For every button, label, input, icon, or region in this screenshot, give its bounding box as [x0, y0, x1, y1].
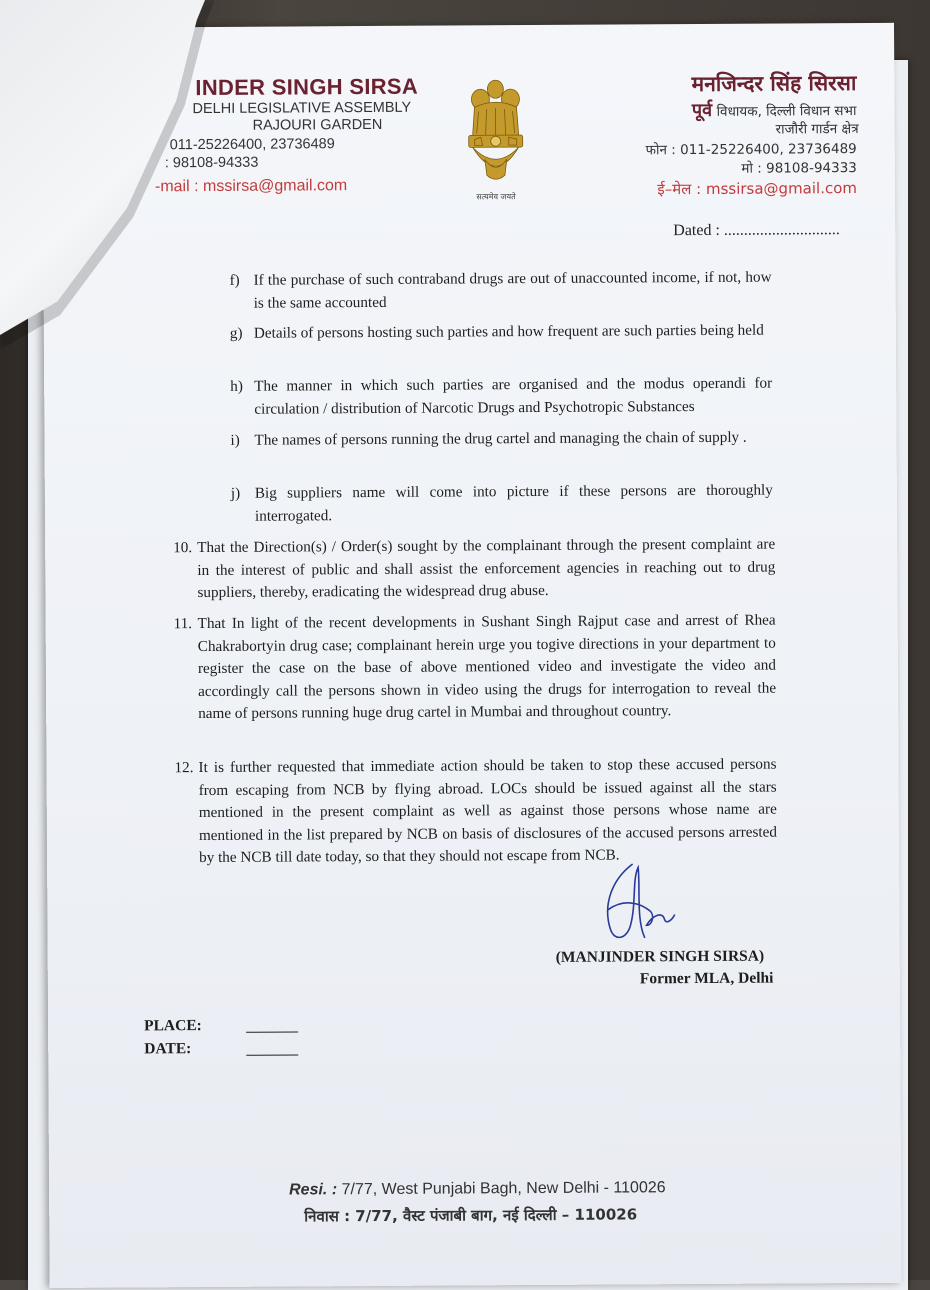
numbered-item — [173, 610, 777, 723]
date-label: DATE: — [144, 1040, 192, 1058]
footer-address-en — [289, 1179, 666, 1199]
list-item — [229, 320, 770, 342]
header-mobile-hi: मो : 98108-94333 — [741, 160, 857, 177]
item-number: 10. — [173, 539, 193, 557]
header-phone-hi: फोन : 011-25226400, 23736489 — [645, 141, 857, 159]
footer-resi-address: 7/77, West Punjabi Bagh, New Delhi - 110026 — [341, 1179, 666, 1199]
item-number: 11. — [173, 615, 193, 633]
header-constituency-en: RAJOURI GARDEN — [252, 116, 383, 134]
place-label: PLACE: — [144, 1017, 202, 1035]
item-label: i) — [230, 431, 240, 449]
item-text: Details of persons hosting such parties and how frequent are such parties being held — [253, 321, 764, 342]
header-designation-hi: विधायक, दिल्ली विधान सभा — [716, 103, 857, 120]
signature-icon — [592, 859, 683, 950]
item-text: The manner in which such parties are organised and the modus operandi for circulation / distribution of Narcotic Drugs and Psychotropic Substances — [254, 374, 773, 418]
header-right — [534, 69, 894, 199]
national-emblem — [460, 75, 531, 205]
dated-line: Dated : ............................. — [673, 221, 840, 240]
header-email-en: -mail : mssirsa@gmail.com — [154, 177, 348, 196]
former-mark: पूर्व — [691, 99, 713, 122]
header-name-hi: मनजिन्दर सिंह सिरसा — [691, 71, 857, 97]
item-text: Big suppliers name will come into picture if these persons are thoroughly interrogated. — [254, 481, 773, 525]
header-assembly-en: DELHI LEGISLATIVE ASSEMBLY — [192, 99, 412, 118]
item-label: h) — [230, 377, 243, 395]
header-email-hi: ई–मेल : mssirsa@gmail.com — [657, 179, 858, 199]
letter-page — [42, 23, 902, 1288]
footer-resi-label: Resi. : — [289, 1181, 338, 1199]
item-label: j) — [230, 484, 241, 502]
numbered-item — [173, 534, 776, 602]
list-item — [230, 480, 773, 525]
header-name-en: INDER SINGH SIRSA — [195, 73, 419, 101]
item-label: f) — [229, 271, 240, 289]
numbered-item — [174, 754, 777, 867]
emblem-motto: सत्यमेव जयते — [476, 192, 516, 202]
signatory-title: Former MLA, Delhi — [639, 969, 774, 988]
item-text: That In light of the recent developments in Sushant Singh Rajput case and arrest of Rhea Chakrabortyin drug case; complainant herein urge you togive directions in your department to register the case on the base of above mentioned video and investigate the video and accordingly call the persons shown in video using the drugs for interrogation to reveal the name of persons running huge drug cartel in Mumbai and throughout country. — [197, 611, 777, 723]
lion-capital-icon — [460, 75, 531, 191]
header-mobile-en: : 98108-94333 — [164, 154, 259, 172]
item-text: If the purchase of such contraband drugs are out of unaccounted income, if not, how is the same accounted — [253, 268, 772, 312]
item-text: That the Direction(s) / Order(s) sought by the complainant through the present complaint are in the interest of public and shall assist the enforcement agencies in reaching out to drug suppliers, thereby, eradicating the widespread drug abuse. — [197, 535, 776, 602]
list-item — [230, 427, 770, 449]
item-text: It is further requested that immediate action should be taken to stop these accused persons from escaping from NCB by flying abroad. LOCs should be issued against all the stars mentioned in the present complaint as well as against those persons whose name are mentioned in the list prepared by NCB on basis of disclosures of the accused persons arrested by the NCB till date today, so that they should not escape from NCB. — [198, 755, 777, 867]
header-constituency-hi: राजौरी गार्डन क्षेत्र — [775, 121, 859, 138]
footer-address-hi: निवास : 7/77, वैस्ट पंजाबी बाग, नई दिल्ली – 110026 — [304, 1205, 638, 1226]
signatory-name: (MANJINDER SINGH SIRSA) — [555, 947, 765, 966]
list-item — [229, 267, 772, 312]
item-text: The names of persons running the drug cartel and managing the chain of supply . — [254, 428, 747, 449]
date-blank — [246, 1054, 298, 1055]
item-number: 12. — [174, 759, 194, 777]
header-phone-en: 011-25226400, 23736489 — [169, 136, 335, 154]
list-item — [230, 373, 773, 418]
item-label: g) — [229, 324, 243, 342]
place-blank — [246, 1031, 298, 1032]
